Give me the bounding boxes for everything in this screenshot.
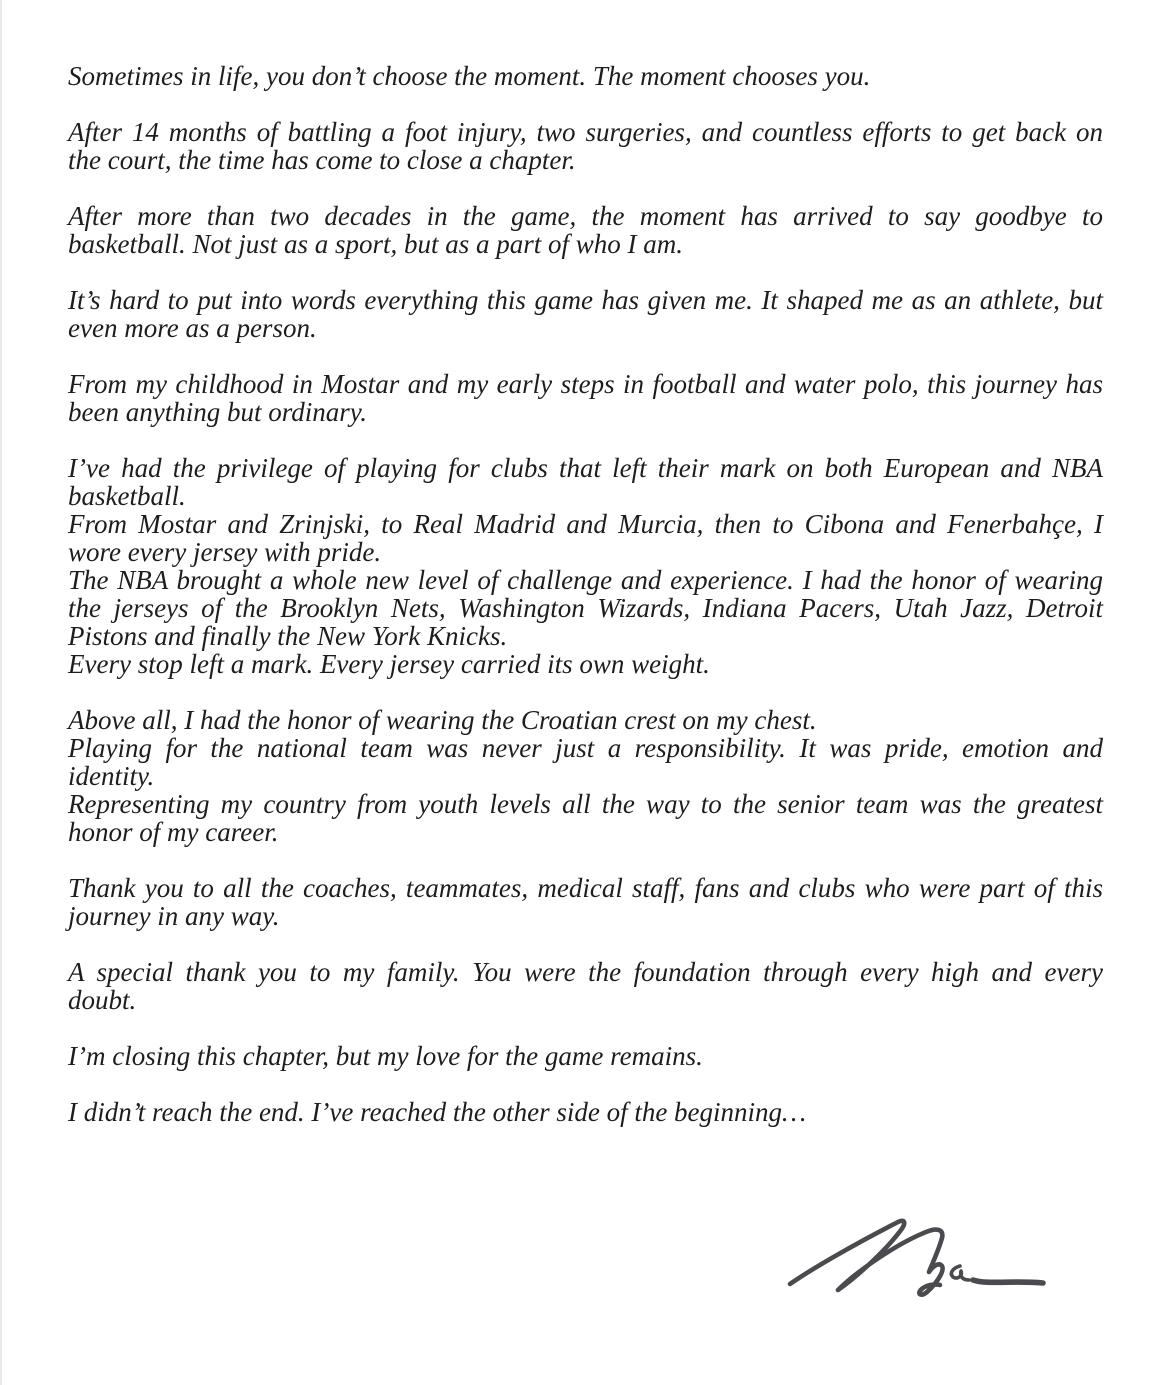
text-line: It’s hard to put into words everything this game has given me. It shaped me as an athlete, but xyxy=(68,285,1103,315)
paragraph xyxy=(68,118,1103,174)
text-line: honor of my career. xyxy=(68,817,279,847)
paragraph xyxy=(68,370,1103,426)
signature-scribble xyxy=(786,1214,1048,1304)
paragraph xyxy=(68,1098,1103,1126)
paragraph xyxy=(68,454,1103,678)
text-line: the jerseys of the Brooklyn Nets, Washington Wizards, Indiana Pacers, Utah Jazz, Detroit xyxy=(68,593,1103,623)
paragraph xyxy=(68,62,1103,90)
paragraph xyxy=(68,202,1103,258)
text-line: The NBA brought a whole new level of challenge and experience. I had the honor of wearing xyxy=(68,565,1103,595)
text-line: Every stop left a mark. Every jersey carried its own weight. xyxy=(68,649,710,679)
text-line: From Mostar and Zrinjski, to Real Madrid and Murcia, then to Cibona and Fenerbahçe, I xyxy=(68,509,1103,539)
text-line: I’ve had the privilege of playing for clubs that left their mark on both European and NBA xyxy=(68,453,1103,483)
text-line: wore every jersey with pride. xyxy=(68,537,382,567)
text-line: I’m closing this chapter, but my love for the game remains. xyxy=(68,1041,703,1071)
text-line: Representing my country from youth levels all the way to the senior team was the greatest xyxy=(68,789,1103,819)
text-line: been anything but ordinary. xyxy=(68,397,367,427)
text-line: Above all, I had the honor of wearing the Croatian crest on my chest. xyxy=(68,705,817,735)
text-line: Sometimes in life, you don’t choose the moment. The moment chooses you. xyxy=(68,61,871,91)
paragraph xyxy=(68,1042,1103,1070)
paragraph xyxy=(68,286,1103,342)
text-line: Playing for the national team was never just a responsibility. It was pride, emotion and xyxy=(68,733,1103,763)
text-line: A special thank you to my family. You were the foundation through every high and every xyxy=(68,957,1103,987)
paragraph xyxy=(68,958,1103,1014)
text-line: the court, the time has come to close a chapter. xyxy=(68,145,576,175)
text-line: After more than two decades in the game, the moment has arrived to say goodbye to xyxy=(68,201,1103,231)
text-line: doubt. xyxy=(68,985,137,1015)
page-edge-line xyxy=(0,0,2,1385)
text-line: After 14 months of battling a foot injury, two surgeries, and countless efforts to get back on xyxy=(68,117,1103,147)
text-line: Pistons and finally the New York Knicks. xyxy=(68,621,508,651)
paragraph xyxy=(68,706,1103,846)
text-line: From my childhood in Mostar and my early steps in football and water polo, this journey has xyxy=(68,369,1103,399)
text-line: even more as a person. xyxy=(68,313,317,343)
paragraph xyxy=(68,874,1103,930)
text-line: basketball. Not just as a sport, but as a part of who I am. xyxy=(68,229,684,259)
text-line: basketball. xyxy=(68,481,186,511)
text-line: identity. xyxy=(68,761,155,791)
text-line: journey in any way. xyxy=(68,901,280,931)
text-line: I didn’t reach the end. I’ve reached the other side of the beginning… xyxy=(68,1097,807,1127)
text-line: Thank you to all the coaches, teammates, medical staff, fans and clubs who were part of this xyxy=(68,873,1103,903)
signature xyxy=(786,1214,1048,1304)
letter-body xyxy=(68,62,1103,1126)
